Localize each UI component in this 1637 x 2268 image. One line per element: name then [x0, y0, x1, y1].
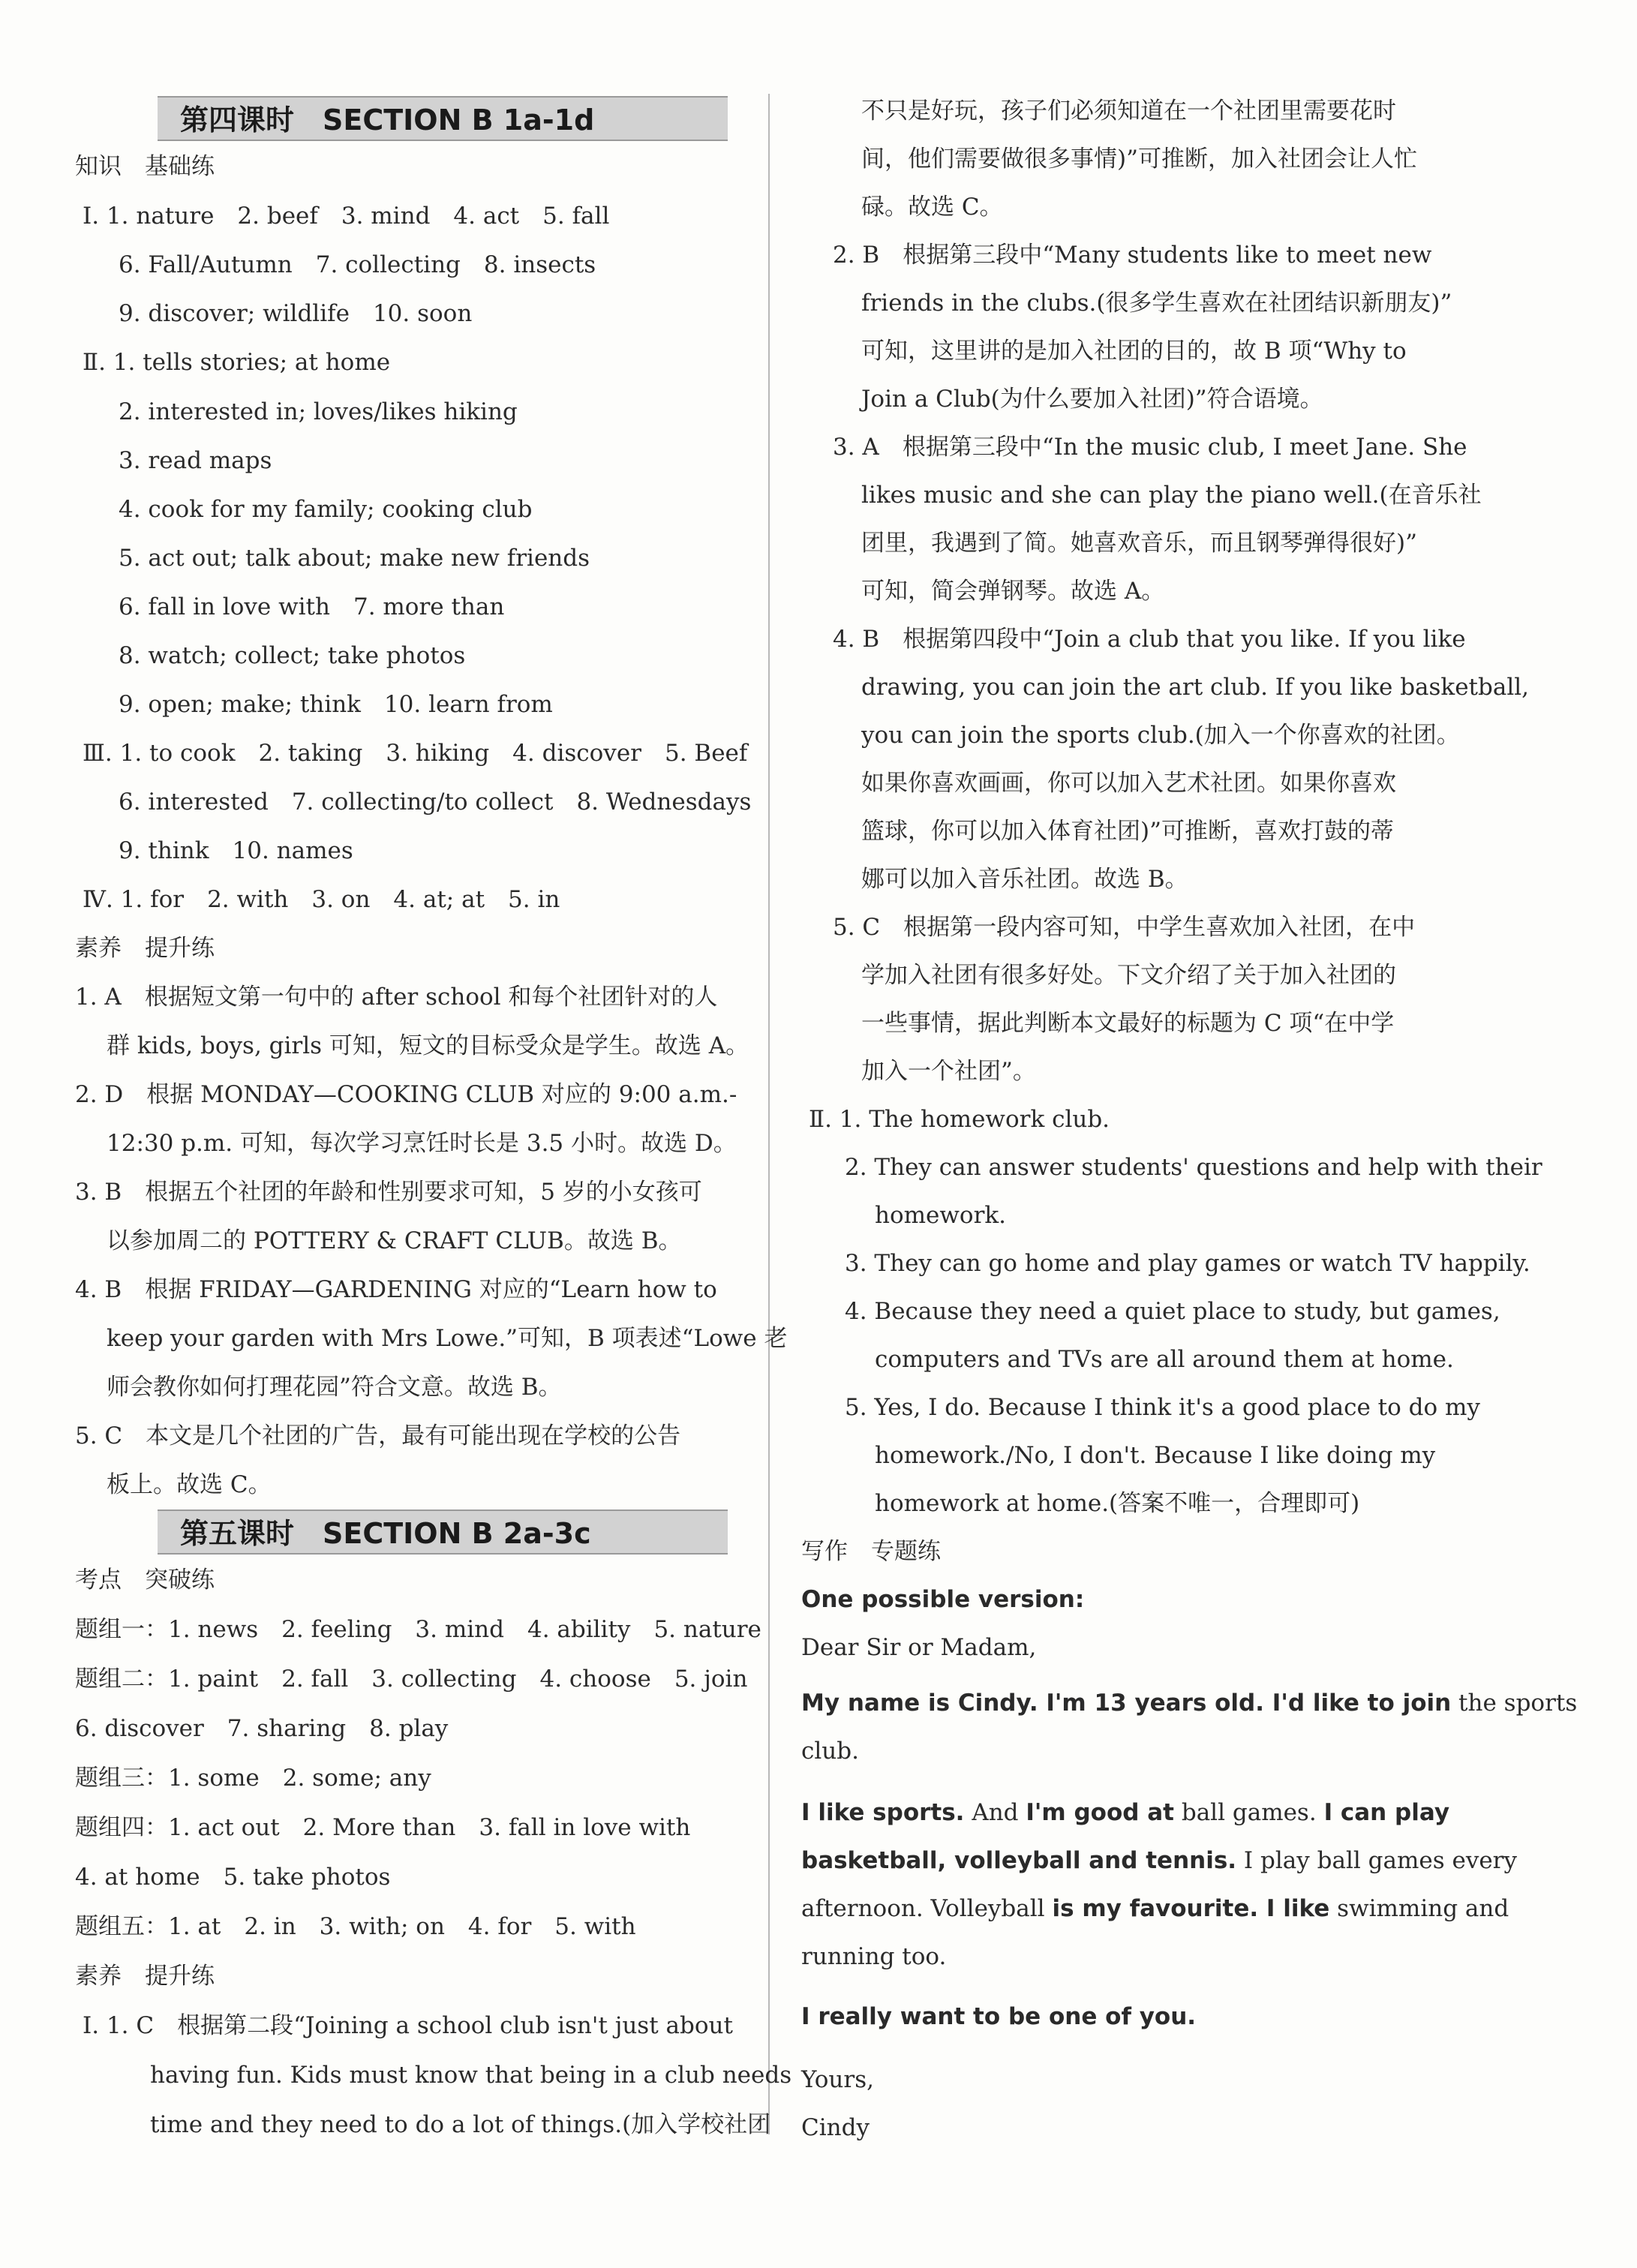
essay-text: And — [964, 1799, 1026, 1826]
answer-line: likes music and she can play the piano well.(在音乐社 — [861, 482, 1482, 509]
answer-line: 不只是好玩，孩子们必须知道在一个社团里需要花时 — [861, 98, 1396, 125]
answer-line: 可知，这里讲的是加入社团的目的，故 B 项“Why to — [861, 338, 1407, 365]
answer-line: 4. at home 5. take photos — [75, 1864, 391, 1891]
essay-text: swimming and — [1329, 1895, 1509, 1922]
answer-line: 题组二：1. paint 2. fall 3. collecting 4. choose 5. join — [75, 1666, 748, 1693]
essay-line — [801, 1846, 1517, 1876]
essay-text: ball games. — [1174, 1799, 1324, 1826]
essay-bold: is my favourite. — [1052, 1895, 1259, 1922]
section-heading: 知识 基础练 — [75, 153, 215, 180]
answer-line: 题组四：1. act out 2. More than 3. fall in love with — [75, 1814, 691, 1841]
answer-line: Ⅱ. 1. tells stories; at home — [83, 349, 391, 376]
answer-line: computers and TVs are all around them at home. — [875, 1346, 1454, 1373]
answer-line: you can join the sports club.(加入一个你喜欢的社团。 — [861, 722, 1460, 749]
essay-text: afternoon. Volleyball — [801, 1895, 1053, 1922]
lesson4-banner: 第四课时 SECTION B 1a-1d — [158, 96, 728, 141]
essay-text: the sports — [1451, 1690, 1578, 1717]
answer-line: 6. discover 7. sharing 8. play — [75, 1715, 449, 1742]
section-heading: 素养 提升练 — [75, 935, 215, 962]
essay-salutation: Dear Sir or Madam, — [801, 1634, 1037, 1661]
essay-text: I play ball games every — [1236, 1847, 1518, 1874]
answer-line: time and they need to do a lot of things.(加入学校社团 — [150, 2111, 771, 2138]
essay-bold: basketball, volleyball and tennis. — [801, 1847, 1237, 1874]
essay-bold: I can play — [1323, 1799, 1450, 1826]
essay-line: club. — [801, 1738, 859, 1765]
answer-line: 学加入社团有很多好处。下文介绍了关于加入社团的 — [861, 962, 1396, 989]
answer-line: 4. B 根据 FRIDAY—GARDENING 对应的“Learn how to — [75, 1276, 717, 1303]
answer-line: 可知，简会弹钢琴。故选 A。 — [861, 578, 1165, 605]
answer-line: 3. They can go home and play games or watch TV happily. — [845, 1250, 1530, 1277]
answer-line: 如果你喜欢画画，你可以加入艺术社团。如果你喜欢 — [861, 770, 1396, 797]
answer-line: 3. read maps — [119, 447, 272, 474]
answer-line: 题组一：1. news 2. feeling 3. mind 4. ability 5. nature — [75, 1616, 761, 1643]
essay-line — [801, 1798, 1449, 1828]
answer-line: 9. discover; wildlife 10. soon — [119, 300, 473, 327]
answer-line: 群 kids, boys, girls 可知，短文的目标受众是学生。故选 A。 — [107, 1032, 749, 1059]
essay-signature: Cindy — [801, 2114, 870, 2141]
answer-line: 间，他们需要做很多事情)”可推断，加入社团会让人忙 — [861, 146, 1417, 173]
answer-line: 碌。故选 C。 — [861, 194, 1003, 221]
answer-line: 6. Fall/Autumn 7. collecting 8. insects — [119, 251, 596, 278]
answer-line: 12:30 p.m. 可知，每次学习烹饪时长是 3.5 小时。故选 D。 — [107, 1130, 737, 1157]
answer-line: homework. — [875, 1202, 1007, 1229]
answer-line: 一些事情，据此判断本文最好的标题为 C 项“在中学 — [861, 1010, 1395, 1037]
answer-line: 团里，我遇到了简。她喜欢音乐，而且钢琴弹得很好)” — [861, 530, 1417, 557]
answer-line: 9. think 10. names — [119, 837, 353, 864]
answer-line: 2. They can answer students' questions and help with their — [845, 1154, 1542, 1181]
answer-line: 6. fall in love with 7. more than — [119, 593, 505, 620]
answer-line: 1. A 根据短文第一句中的 after school 和每个社团针对的人 — [75, 984, 718, 1011]
section-heading: 素养 提升练 — [75, 1963, 215, 1990]
answer-line: 4. cook for my family; cooking club — [119, 496, 533, 523]
answer-line: 娜可以加入音乐社团。故选 B。 — [861, 866, 1188, 893]
answer-line: 4. Because they need a quiet place to study, but games, — [845, 1298, 1500, 1325]
answer-line: keep your garden with Mrs Lowe.”可知，B 项表述“Lowe 老 — [107, 1325, 788, 1352]
answer-line: 5. C 本文是几个社团的广告，最有可能出现在学校的公告 — [75, 1422, 681, 1449]
answer-line: 9. open; make; think 10. learn from — [119, 691, 553, 718]
answer-line: 8. watch; collect; take photos — [119, 642, 466, 669]
answer-line: 5. C 根据第一段内容可知，中学生喜欢加入社团，在中 — [833, 914, 1416, 941]
lesson5-banner: 第五课时 SECTION B 2a-3c — [158, 1509, 728, 1555]
answer-line: 3. A 根据第三段中“In the music club, I meet Jane. She — [833, 434, 1467, 461]
answer-line: 3. B 根据五个社团的年龄和性别要求可知，5 岁的小女孩可 — [75, 1179, 702, 1206]
answer-line: 题组三：1. some 2. some; any — [75, 1765, 431, 1792]
answer-line: Ⅳ. 1. for 2. with 3. on 4. at; at 5. in — [83, 886, 560, 913]
essay-bold: My name is Cindy. I'm 13 years old. I'd like to join — [801, 1690, 1452, 1717]
answer-line: 5. Yes, I do. Because I think it's a good place to do my — [845, 1394, 1480, 1421]
section-heading: 考点 突破练 — [75, 1567, 215, 1594]
answer-line: homework at home.(答案不唯一，合理即可) — [875, 1490, 1360, 1517]
answer-line: Ⅰ. 1. C 根据第二段“Joining a school club isn't just about — [83, 2012, 733, 2039]
essay-line: I really want to be one of you. — [801, 2003, 1197, 2030]
essay-bold: I'm good at — [1026, 1799, 1174, 1826]
answer-line: drawing, you can join the art club. If you like basketball, — [861, 674, 1530, 701]
essay-line — [801, 1894, 1509, 1924]
column-divider — [768, 94, 770, 2134]
answer-line: 2. D 根据 MONDAY—COOKING CLUB 对应的 9:00 a.m.- — [75, 1081, 737, 1108]
answer-line: 5. act out; talk about; make new friends — [119, 545, 590, 572]
answer-line: 题组五：1. at 2. in 3. with; on 4. for 5. with — [75, 1913, 636, 1940]
answer-line: Ⅲ. 1. to cook 2. taking 3. hiking 4. discover 5. Beef — [83, 740, 748, 767]
answer-line: 加入一个社团”。 — [861, 1058, 1036, 1085]
essay-bold: I like sports. — [801, 1799, 965, 1826]
answer-line: Ⅱ. 1. The homework club. — [809, 1106, 1110, 1133]
essay-line — [801, 1688, 1577, 1718]
answer-line: having fun. Kids must know that being in a club needs — [150, 2062, 792, 2089]
answer-line: 师会教你如何打理花园”符合文意。故选 B。 — [107, 1374, 562, 1401]
answer-line: 2. B 根据第三段中“Many students like to meet new — [833, 242, 1432, 269]
answer-line: friends in the clubs.(很多学生喜欢在社团结识新朋友)” — [861, 290, 1452, 317]
answer-line: 板上。故选 C。 — [107, 1471, 272, 1498]
answer-line: 篮球，你可以加入体育社团)”可推断，喜欢打鼓的蒂 — [861, 818, 1394, 845]
essay-line: running too. — [801, 1943, 947, 1970]
essay-bold: I like — [1258, 1895, 1330, 1922]
answer-line: Ⅰ. 1. nature 2. beef 3. mind 4. act 5. fall — [83, 203, 610, 230]
answer-line: 4. B 根据第四段中“Join a club that you like. If you like — [833, 626, 1466, 653]
answer-line: homework./No, I don't. Because I like doing my — [875, 1442, 1436, 1469]
essay-closing: Yours, — [801, 2066, 874, 2093]
answer-line: 6. interested 7. collecting/to collect 8. Wednesdays — [119, 789, 752, 816]
answer-line: Join a Club(为什么要加入社团)”符合语境。 — [861, 386, 1323, 413]
section-heading: 写作 专题练 — [801, 1538, 941, 1565]
answer-line: 以参加周二的 POTTERY & CRAFT CLUB。故选 B。 — [107, 1227, 682, 1254]
essay-label: One possible version: — [801, 1586, 1085, 1613]
answer-line: 2. interested in; loves/likes hiking — [119, 398, 518, 425]
